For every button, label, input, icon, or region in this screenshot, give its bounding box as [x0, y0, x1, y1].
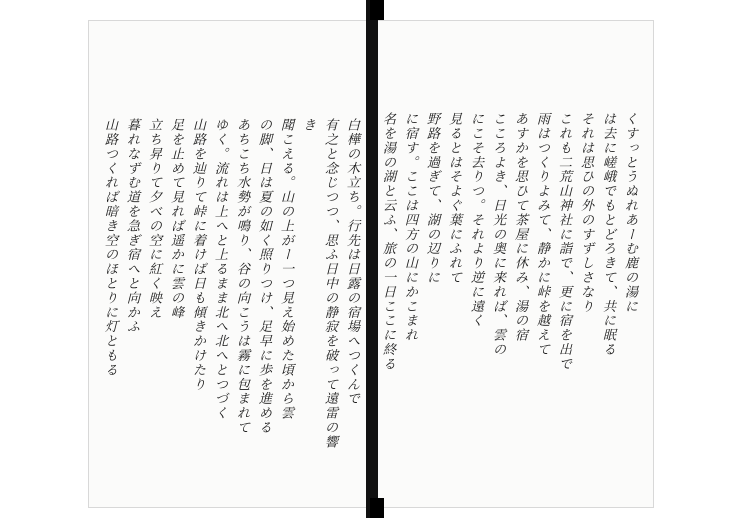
- gutter-clip-bottom: [370, 498, 384, 518]
- text-column: くすっとうぬれあーむ鹿の湯に: [622, 112, 637, 314]
- text-column: 聞こえる。山の上がー一つ見え始めた頃から雲: [278, 118, 293, 421]
- text-column: それは思ひの外のすずしさなり: [578, 112, 593, 314]
- text-column: 雨はつくりよみて、静かに峠を越えて: [534, 112, 549, 357]
- text-column: に宿す。ここは四方の山にかこまれ: [402, 112, 417, 343]
- text-column: 名を湯の湖と云ふ、旅の一日ここに終る: [380, 112, 395, 372]
- right-page-handwritten-text: [380, 112, 640, 458]
- text-column: あちこち水勢が鳴り、谷の向こうは霧に包まれて: [234, 118, 249, 435]
- text-column: は去に嵯峨でもとどろきて、共に眠る: [600, 112, 615, 357]
- text-column: 山路つくれば暗き空のほとりに灯ともる: [102, 118, 117, 378]
- text-column: 足を止めて見れば遥かに雲の峰: [168, 118, 183, 320]
- text-column: 暮れなずむ道を急ぎ宿へと向かふ: [124, 118, 139, 334]
- text-column: 白樺の木立ち。行先は日露の宿場へつくんで: [344, 118, 359, 406]
- text-column: にこそ去りつ。それより逆に遠く: [468, 112, 483, 328]
- gutter-clip-top: [370, 0, 384, 20]
- text-column: の脚、日は夏の如く照りつけ、足早に歩を進める: [256, 118, 271, 435]
- text-column: こころよき、日光の奥に来れば、雲の: [490, 112, 505, 357]
- text-column: 見るとはそよぐ葉にふれて: [446, 112, 461, 285]
- text-column: 有之と念じつつ、思ふ日中の静寂を破って遠雷の響き: [300, 118, 337, 450]
- text-column: ゆく。流れは上へと上るまま北へ北へとつづく: [212, 118, 227, 421]
- text-column: これも二荒山神社に詣で、更に宿を出で: [556, 112, 571, 372]
- left-page-handwritten-text: [96, 118, 362, 458]
- text-column: 立ち昇りて夕べの空に紅く映え: [146, 118, 161, 320]
- text-column: あすかを思ひて茶屋に休み、湯の宿: [512, 112, 527, 343]
- text-column: 山路を辿りて峠に着けば日も傾きかけたり: [190, 118, 205, 392]
- text-column: 野路を過ぎて、湖の辺りに: [424, 112, 439, 285]
